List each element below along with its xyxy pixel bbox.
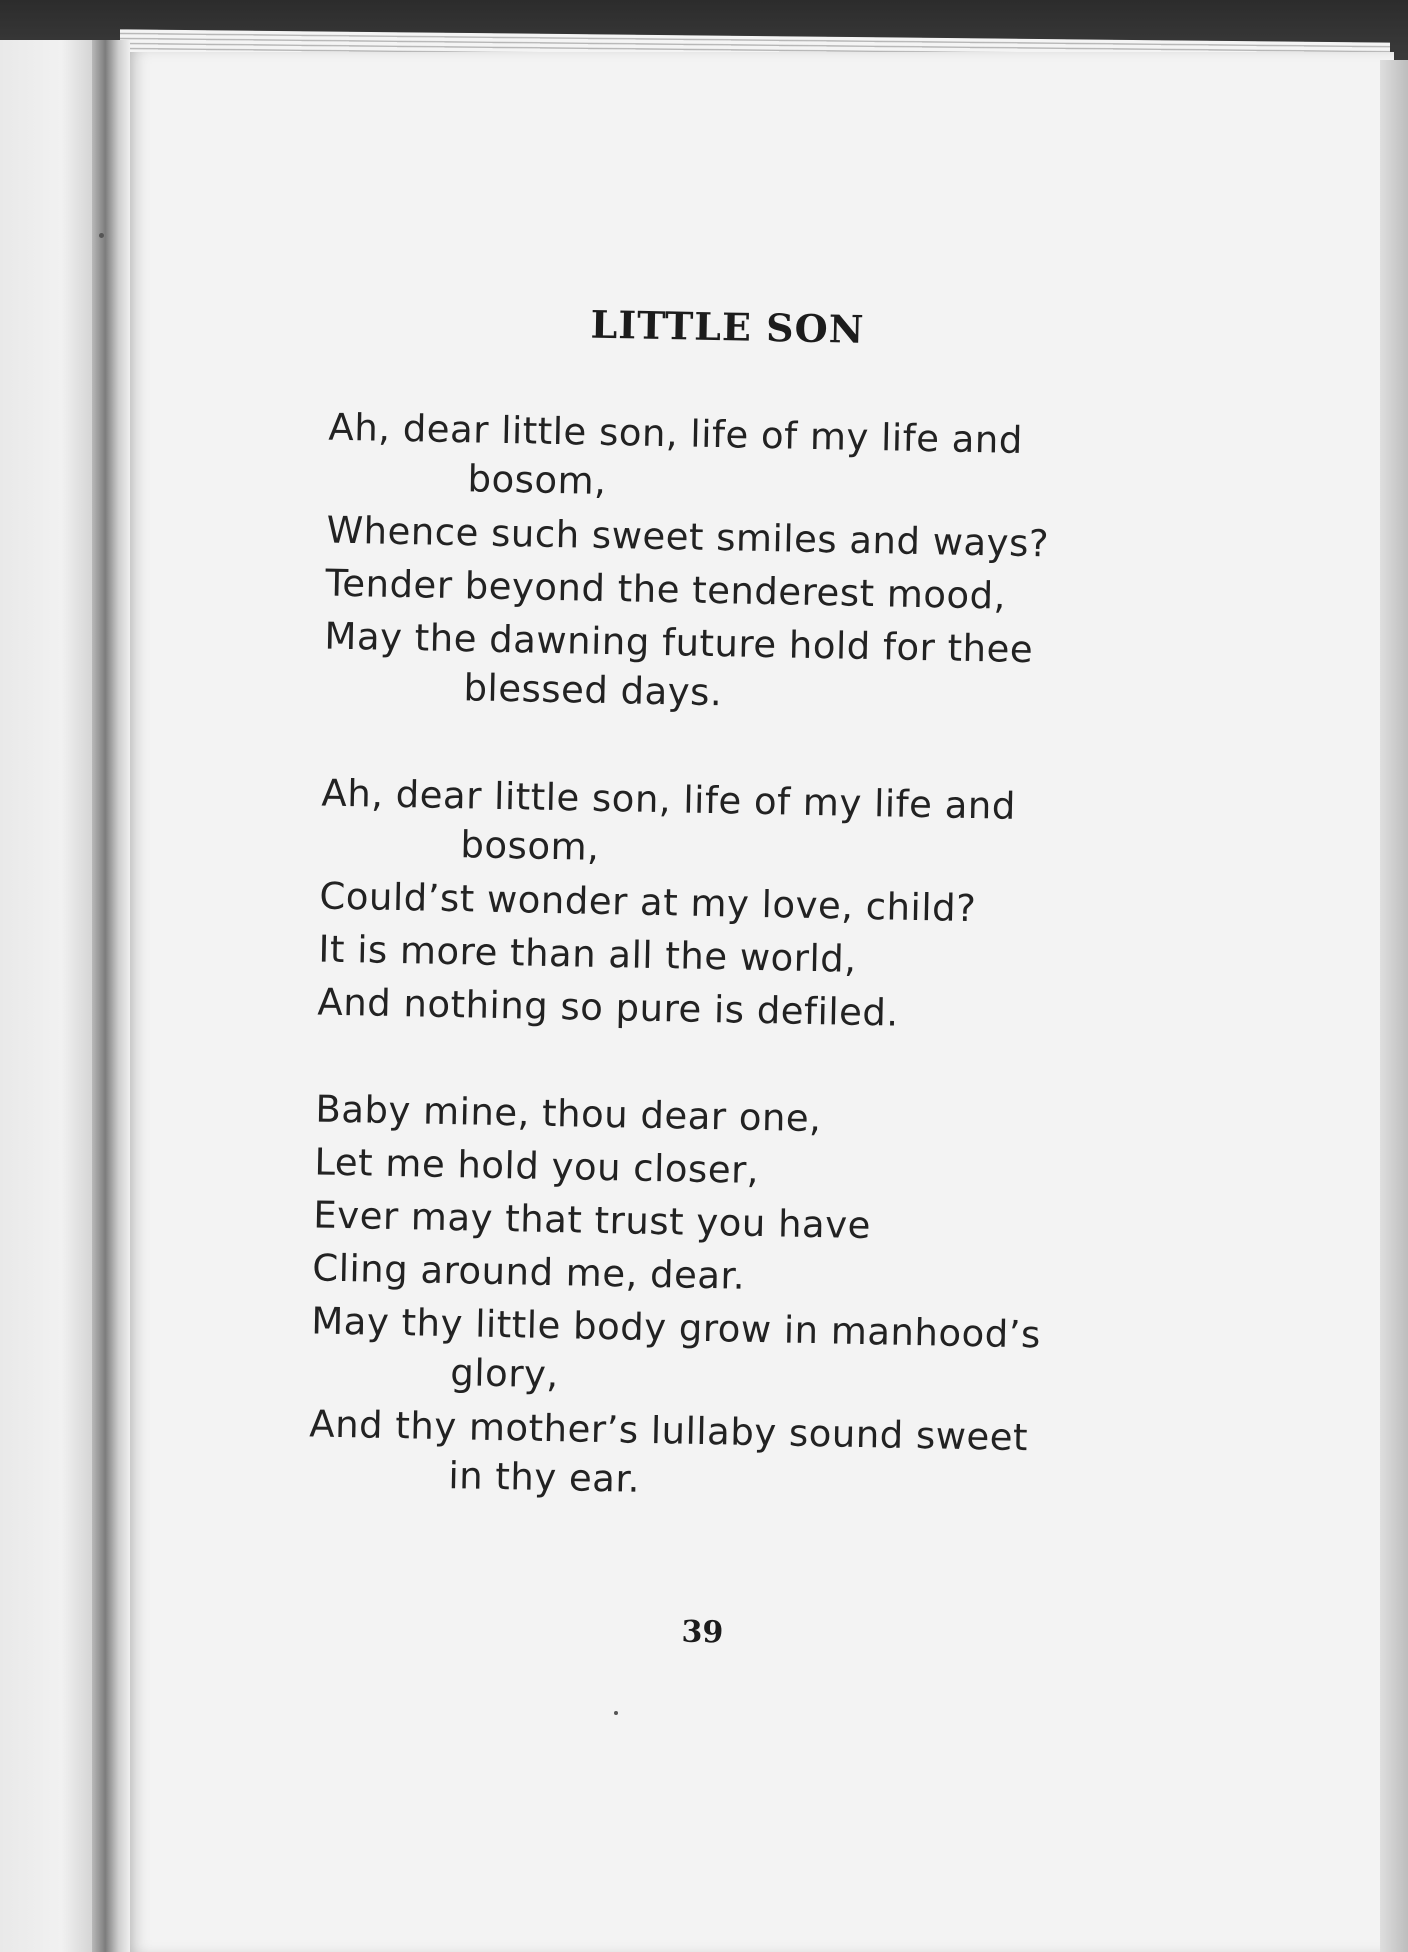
poem-line-continuation: blessed days. <box>463 666 723 715</box>
poem-line: Let me hold you closer, <box>314 1140 760 1192</box>
poem-body <box>307 401 1189 1571</box>
poem-title: LITTLE SON <box>590 301 865 352</box>
poem-line: Could’st wonder at my love, child? <box>319 874 977 931</box>
poem-line: Ah, dear little son, life of my life and <box>328 405 1024 462</box>
poem-line: Ah, dear little son, life of my life and <box>321 771 1017 828</box>
poem-line-continuation: glory, <box>450 1351 560 1397</box>
poem-line: Cling around me, dear. <box>311 1246 746 1298</box>
poem-line: It is more than all the world, <box>318 927 857 981</box>
poem-line: May the dawning future hold for thee <box>324 614 1034 672</box>
stanza-1 <box>323 401 1189 729</box>
poem-line: And thy mother’s lullaby sound sweet <box>308 1402 1029 1460</box>
poem-line: Baby mine, thou dear one, <box>315 1087 822 1141</box>
poem-line-continuation: bosom, <box>460 823 600 869</box>
poem-line: Ever may that trust you have <box>313 1193 872 1248</box>
page-number: 39 <box>681 1614 724 1651</box>
stanza-3 <box>308 1082 1176 1516</box>
poem-line: And nothing so pure is defiled. <box>317 980 900 1035</box>
poem-line: May thy little body grow in manhood’s <box>310 1299 1042 1357</box>
poem-line: Whence such sweet smiles and ways? <box>326 508 1050 566</box>
poem-line-continuation: in thy ear. <box>448 1454 641 1501</box>
poem-line-continuation: bosom, <box>467 457 607 503</box>
poem-line: Tender beyond the tenderest mood, <box>325 561 1007 618</box>
stanza-2 <box>317 767 1182 1045</box>
